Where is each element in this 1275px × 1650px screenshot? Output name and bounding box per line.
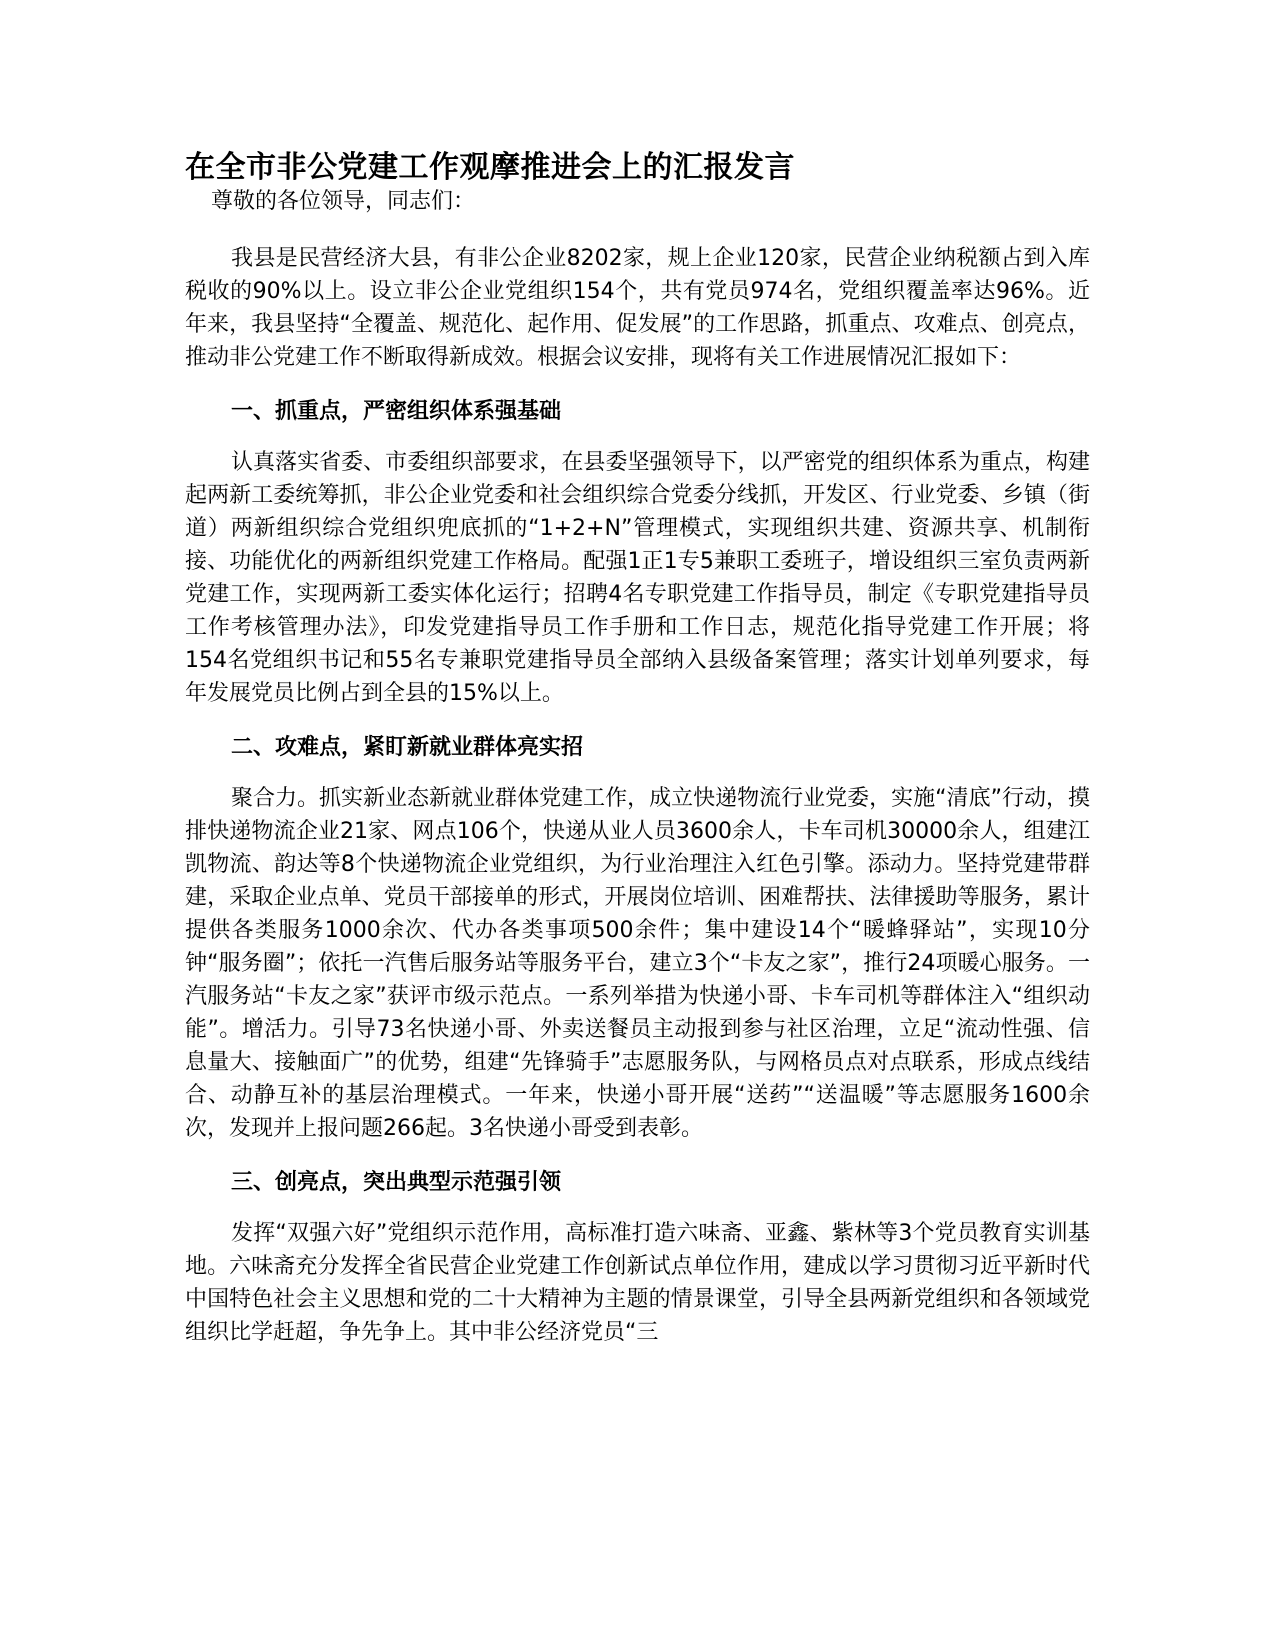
intro-paragraph: 我县是民营经济大县，有非公企业8202家，规上企业120家，民营企业纳税额占到入库税收的90%以上。设立非公企业党组织154个，共有党员974名，党组织覆盖率达96%。近年来，我县坚持“全覆盖、规范化、起作用、促发展”的工作思路，抓重点、攻难点、创亮点，推动非公党建工作不断取得新成效。根据会议安排，现将有关工作进展情况汇报如下： (185, 246, 1090, 370)
document-title: 在全市非公党建工作观摩推进会上的汇报发言 (185, 150, 795, 185)
document-page (185, 150, 1090, 1349)
section-3 (185, 1167, 1090, 1349)
section-body: 认真落实省委、市委组织部要求，在县委坚强领导下，以严密党的组织体系为重点，构建起两新工委统筹抓，非公企业党委和社会组织综合党委分线抓，开发区、行业党委、乡镇（街道）两新组织综合党组织兜底抓的“1+2+N”管理模式，实现组织共建、资源共享、机制衔接、功能优化的两新组织党建工作格局。配强1正1专5兼职工委班子，增设组织三室负责两新党建工作，实现两新工委实体化运行；招聘4名专职党建工作指导员，制定《专职党建指导员工作考核管理办法》，印发党建指导员工作手册和工作日志，规范化指导党建工作开展；将154名党组织书记和55名专兼职党建指导员全部纳入县级备案管理；落实计划单列要求，每年发展党员比例占到全县的15%以上。 (185, 450, 1090, 706)
section-1 (185, 396, 1090, 710)
section-body: 聚合力。抓实新业态新就业群体党建工作，成立快递物流行业党委，实施“清底”行动，摸排快递物流企业21家、网点106个，快递从业人员3600余人，卡车司机30000余人，组建江凯物流、韵达等8个快递物流企业党组织，为行业治理注入红色引擎。添动力。坚持党建带群建，采取企业点单、党员干部接单的形式，开展岗位培训、困难帮扶、法律援助等服务，累计提供各类服务1000余次、代办各类事项500余件；集中建设14个“暖蜂驿站”，实现10分钟“服务圈”；依托一汽售后服务站等服务平台，建立3个“卡友之家”，推行24项暖心服务。一汽服务站“卡友之家”获评市级示范点。一系列举措为快递小哥、卡车司机等群体注入“组织动能”。增活力。引导73名快递小哥、外卖送餐员主动报到参与社区治理，立足“流动性强、信息量大、接触面广”的优势，组建“先锋骑手”志愿服务队，与网格员点对点联系，形成点线结合、动静互补的基层治理模式。一年来，快递小哥开展“送药”“送温暖”等志愿服务1600余次，发现并上报问题266起。3名快递小哥受到表彰。 (185, 786, 1090, 1141)
section-heading: 三、创亮点，突出典型示范强引领 (231, 1170, 562, 1195)
section-body: 发挥“双强六好”党组织示范作用，高标准打造六味斋、亚鑫、紫林等3个党员教育实训基地。六味斋充分发挥全省民营企业党建工作创新试点单位作用，建成以学习贯彻习近平新时代中国特色社会主义思想和党的二十大精神为主题的情景课堂，引导全县两新党组织和各领域党组织比学赶超，争先争上。其中非公经济党员“三 (185, 1221, 1090, 1345)
section-heading: 二、攻难点，紧盯新就业群体亮实招 (231, 735, 584, 760)
section-2 (185, 732, 1090, 1145)
salutation: 尊敬的各位领导，同志们： (211, 189, 476, 214)
section-heading: 一、抓重点，严密组织体系强基础 (231, 399, 562, 424)
